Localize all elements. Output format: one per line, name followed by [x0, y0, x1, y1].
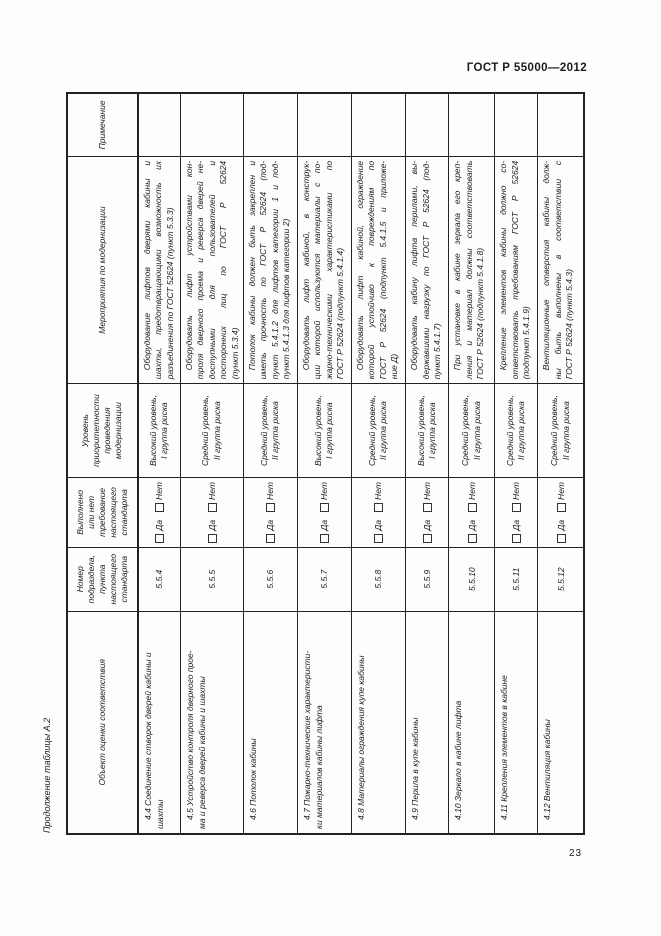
header-line: приоритетности: [91, 394, 102, 467]
table-row: [139, 94, 181, 833]
text-line: державшими нагрузку по ГОСТ Р 52624 (под-: [420, 160, 431, 380]
text-line: ки материалов кабины лифта: [313, 705, 324, 829]
checkbox-yes-label: Да: [319, 519, 330, 531]
text-line: 4.5 Устройство контроля дверного прое-: [184, 650, 195, 820]
level-cell: [538, 383, 583, 477]
header-action: [68, 156, 137, 383]
checkbox-no-icon: [557, 503, 566, 512]
text-line: пункт 5.4.1.7): [432, 323, 443, 380]
level-cell: [352, 383, 406, 477]
done-cell: [298, 477, 351, 547]
text-line: Средний уровень,: [549, 395, 560, 467]
clause-number: 5.5.7: [319, 569, 330, 589]
action-cell: [495, 156, 537, 383]
level-cell: [449, 383, 494, 477]
checkbox-no-label: Нет: [265, 482, 276, 500]
text-line: Оборудовать лифт кабиной, ограждение: [354, 160, 365, 371]
done-cell: [449, 477, 494, 547]
text-line: Средний уровень,: [366, 395, 377, 467]
header-line: требование: [96, 487, 107, 537]
action-cell: [181, 156, 243, 383]
table-row: [181, 94, 244, 833]
text-line: II группа риска: [378, 401, 389, 461]
num-cell: [449, 547, 494, 611]
checkbox-no-label: Нет: [466, 482, 477, 500]
object-cell: [298, 611, 351, 833]
checkbox-no-label: Нет: [319, 482, 330, 500]
header-line: модернизации: [113, 402, 124, 460]
checkbox-no-icon: [468, 503, 477, 512]
text-line: ние Д): [389, 353, 399, 380]
text-line: ны быть выполнены в соответствии с: [552, 160, 563, 380]
checkbox-yes-label: Да: [373, 519, 384, 531]
text-line: Крепление элементов кабины должно со-: [498, 160, 509, 371]
clause-number: 5.5.6: [265, 569, 276, 589]
text-line: ГОСТ Р 52624 (подпункт 5.4.1.4): [335, 247, 346, 380]
text-line: При установке в кабине зеркала его креп-: [452, 160, 463, 371]
checkbox-yes-label: Да: [154, 519, 165, 531]
note-cell: [139, 94, 180, 156]
text-line: Оборудовать лифт кабиной, в конструк-: [300, 160, 311, 371]
text-line: шахты: [154, 799, 165, 829]
table-row: [538, 94, 583, 833]
action-cell: [298, 156, 351, 383]
clause-number: 5.5.11: [511, 567, 522, 591]
header-line: Номер: [74, 566, 85, 593]
text-line: 4.6 Потолок кабины: [247, 738, 258, 820]
text-line: I группа риска: [159, 402, 170, 459]
level-cell: [406, 383, 448, 477]
object-cell: [406, 611, 448, 833]
checkbox-no-icon: [320, 503, 329, 512]
page-number: 23: [569, 848, 583, 859]
text-line: Средний уровень,: [258, 395, 269, 467]
clause-number: 5.5.9: [422, 569, 433, 589]
checkbox-yes-icon: [557, 534, 566, 543]
level-cell: [181, 383, 243, 477]
note-cell: [181, 94, 243, 156]
text-line: Средний уровень,: [200, 395, 211, 467]
header-line: проведения: [102, 407, 113, 454]
header-line: Объект оценки соответствия: [96, 659, 107, 786]
text-line: пункт 5.4.1.2 для лифтов категории 1 и под-: [269, 160, 280, 380]
text-line: ответствовать требованиям ГОСТ Р 52624: [509, 160, 520, 380]
text-line: Оборудовать кабину лифта перилами, вы-: [409, 160, 420, 371]
note-cell: [352, 94, 406, 156]
header-num: [68, 547, 137, 611]
checkbox-yes-icon: [374, 534, 383, 543]
checkbox-no-icon: [266, 503, 275, 512]
text-line: Высокий уровень,: [415, 395, 426, 467]
checkbox-yes-label: Да: [265, 519, 276, 531]
checkbox-yes-icon: [155, 534, 164, 543]
table-row: [495, 94, 538, 833]
text-line: Оборудование лифтов дверями кабины и: [141, 160, 152, 371]
header-line: Мероприятия по модернизации: [96, 206, 107, 334]
table-row: [406, 94, 449, 833]
num-cell: [139, 547, 180, 611]
text-line: 4.12 Вентиляция кабины: [542, 719, 553, 820]
text-line: Высокий уровень,: [147, 395, 158, 467]
done-cell: [181, 477, 243, 547]
header-level: [68, 383, 137, 477]
header-line: подраздела,: [85, 555, 96, 604]
checkbox-yes-label: Да: [555, 519, 566, 531]
header-line: настоящего: [107, 487, 118, 538]
text-line: I группа риска: [324, 402, 335, 459]
text-line: II группа риска: [471, 401, 482, 461]
table-caption: Продолжение таблицы А.2: [42, 717, 52, 833]
text-line: II группа риска: [211, 401, 222, 461]
text-line: ГОСТ Р 52624 (подпункт 5.4.1.5 и приложе-: [377, 160, 388, 380]
text-line: 4.7 Пожарно-технические характеристи-: [301, 650, 312, 820]
note-cell: [406, 94, 448, 156]
doc-header: ГОСТ Р 55000—2012: [466, 62, 587, 74]
text-line: шахты, предотвращающими возможность их: [153, 160, 164, 380]
text-line: Средний уровень,: [504, 395, 515, 467]
checkbox-yes-label: Да: [422, 519, 433, 531]
clause-number: 5.5.10: [466, 567, 477, 591]
header-line: или нет: [85, 495, 96, 529]
done-cell: [538, 477, 583, 547]
checkbox-no-label: Нет: [422, 482, 433, 500]
header-line: Выполнено: [74, 490, 85, 535]
checkbox-no-label: Нет: [373, 482, 384, 500]
action-cell: [449, 156, 494, 383]
num-cell: [181, 547, 243, 611]
checkbox-yes-icon: [266, 534, 275, 543]
checkbox-no-label: Нет: [511, 482, 522, 500]
text-line: Потолок кабины должен быть закреплен и: [246, 160, 257, 371]
checkbox-yes-icon: [512, 534, 521, 543]
text-line: 4.9 Перила в купе кабины: [410, 717, 421, 820]
object-cell: [495, 611, 537, 833]
done-cell: [352, 477, 406, 547]
text-line: 4.8 Материалы ограждения купе кабины: [355, 655, 366, 820]
text-line: разъединения по ГОСТ 52624 (пункт 5.3.3): [164, 207, 175, 380]
rotated-table-area: [42, 92, 585, 835]
object-cell: [352, 611, 406, 833]
level-cell: [244, 383, 297, 477]
text-line: троля дверного проема и реверса дверей не-: [195, 160, 206, 380]
text-line: Вентиляционные отверстия кабины долж-: [541, 160, 552, 371]
checkbox-no-icon: [423, 503, 432, 512]
num-cell: [244, 547, 297, 611]
text-line: ции которой используются материалы с по-: [312, 160, 323, 380]
level-cell: [298, 383, 351, 477]
done-cell: [244, 477, 297, 547]
table-row: [244, 94, 298, 833]
checkbox-yes-icon: [320, 534, 329, 543]
num-cell: [495, 547, 537, 611]
clause-number: 5.5.5: [206, 569, 217, 589]
text-line: Высокий уровень,: [312, 395, 323, 467]
checkbox-yes-label: Да: [206, 519, 217, 531]
text-line: ГОСТ Р 52624 (подпункт 5.4.1.8): [475, 247, 486, 380]
header-line: настоящего: [107, 553, 118, 605]
text-line: доступными для пользователей и: [206, 160, 217, 380]
text-line: ГОСТ Р 52624 (пункт 5.4.3): [564, 269, 575, 380]
checkbox-yes-icon: [423, 534, 432, 543]
action-cell: [406, 156, 448, 383]
text-line: ления и материал должны соответствовать: [463, 160, 474, 380]
header-line: стандарта: [118, 489, 129, 536]
action-cell: [244, 156, 297, 383]
table-header-row: [68, 94, 139, 833]
object-cell: [244, 611, 297, 833]
checkbox-no-label: Нет: [555, 482, 566, 500]
clause-number: 5.5.8: [373, 569, 384, 589]
done-cell: [495, 477, 537, 547]
table-row: [352, 94, 407, 833]
action-cell: [352, 156, 406, 383]
level-cell: [139, 383, 180, 477]
text-line: пункт 5.4.1.3 для лифтов категории 2): [281, 218, 292, 380]
text-line: которой устойчиво к повреждениям по: [366, 160, 376, 380]
text-line: Средний уровень,: [460, 395, 471, 467]
num-cell: [406, 547, 448, 611]
object-cell: [449, 611, 494, 833]
note-cell: [449, 94, 494, 156]
text-line: 4.4 Соединение створок дверей кабины и: [142, 652, 153, 820]
note-cell: [538, 94, 583, 156]
text-line: иметь прочность по ГОСТ Р 52624 (под-: [258, 160, 269, 380]
checkbox-no-icon: [208, 503, 217, 512]
action-cell: [538, 156, 583, 383]
note-cell: [244, 94, 297, 156]
checkbox-yes-icon: [468, 534, 477, 543]
table-row: [449, 94, 495, 833]
text-line: I группа риска: [427, 402, 438, 459]
num-cell: [298, 547, 351, 611]
text-line: посторонних лиц по ГОСТ Р 52624: [218, 160, 229, 380]
object-cell: [139, 611, 180, 833]
num-cell: [352, 547, 406, 611]
level-cell: [495, 383, 537, 477]
checkbox-no-icon: [374, 503, 383, 512]
checkbox-no-label: Нет: [154, 482, 165, 500]
note-cell: [495, 94, 537, 156]
text-line: ма и реверса дверей кабины и шахты: [196, 676, 207, 829]
clause-number: 5.5.4: [154, 569, 165, 589]
note-cell: [298, 94, 351, 156]
header-line: Примечание: [96, 100, 107, 150]
text-line: (пункт 5.3.4): [229, 327, 240, 380]
table-row: [298, 94, 352, 833]
text-line: 4.11 Крепления элементов в кабине: [499, 675, 510, 820]
header-line: пункта: [96, 564, 107, 594]
done-cell: [139, 477, 180, 547]
header-line: Уровень: [80, 414, 91, 448]
text-line: II группа риска: [560, 401, 571, 461]
header-done: [68, 477, 137, 547]
text-line: 4.10 Зеркало в кабине лифта: [453, 700, 464, 820]
action-cell: [139, 156, 180, 383]
checkbox-yes-icon: [208, 534, 217, 543]
text-line: жарно-техническими характеристиками по: [323, 160, 334, 380]
checkbox-no-icon: [155, 503, 164, 512]
checkbox-yes-label: Да: [466, 519, 477, 531]
checkbox-yes-label: Да: [511, 519, 522, 531]
header-object: [68, 611, 137, 833]
text-line: Оборудовать лифт устройствами кон-: [183, 160, 194, 371]
text-line: (подпункт 5.4.1.9): [521, 306, 532, 380]
clause-number: 5.5.12: [555, 567, 566, 591]
num-cell: [538, 547, 583, 611]
conformity-table: [66, 92, 585, 835]
done-cell: [406, 477, 448, 547]
object-cell: [181, 611, 243, 833]
header-line: стандарта: [118, 555, 129, 603]
object-cell: [538, 611, 583, 833]
header-note: [68, 94, 137, 156]
text-line: II группа риска: [516, 401, 527, 461]
text-line: II группа риска: [270, 401, 281, 461]
checkbox-no-icon: [512, 503, 521, 512]
checkbox-no-label: Нет: [206, 482, 217, 500]
